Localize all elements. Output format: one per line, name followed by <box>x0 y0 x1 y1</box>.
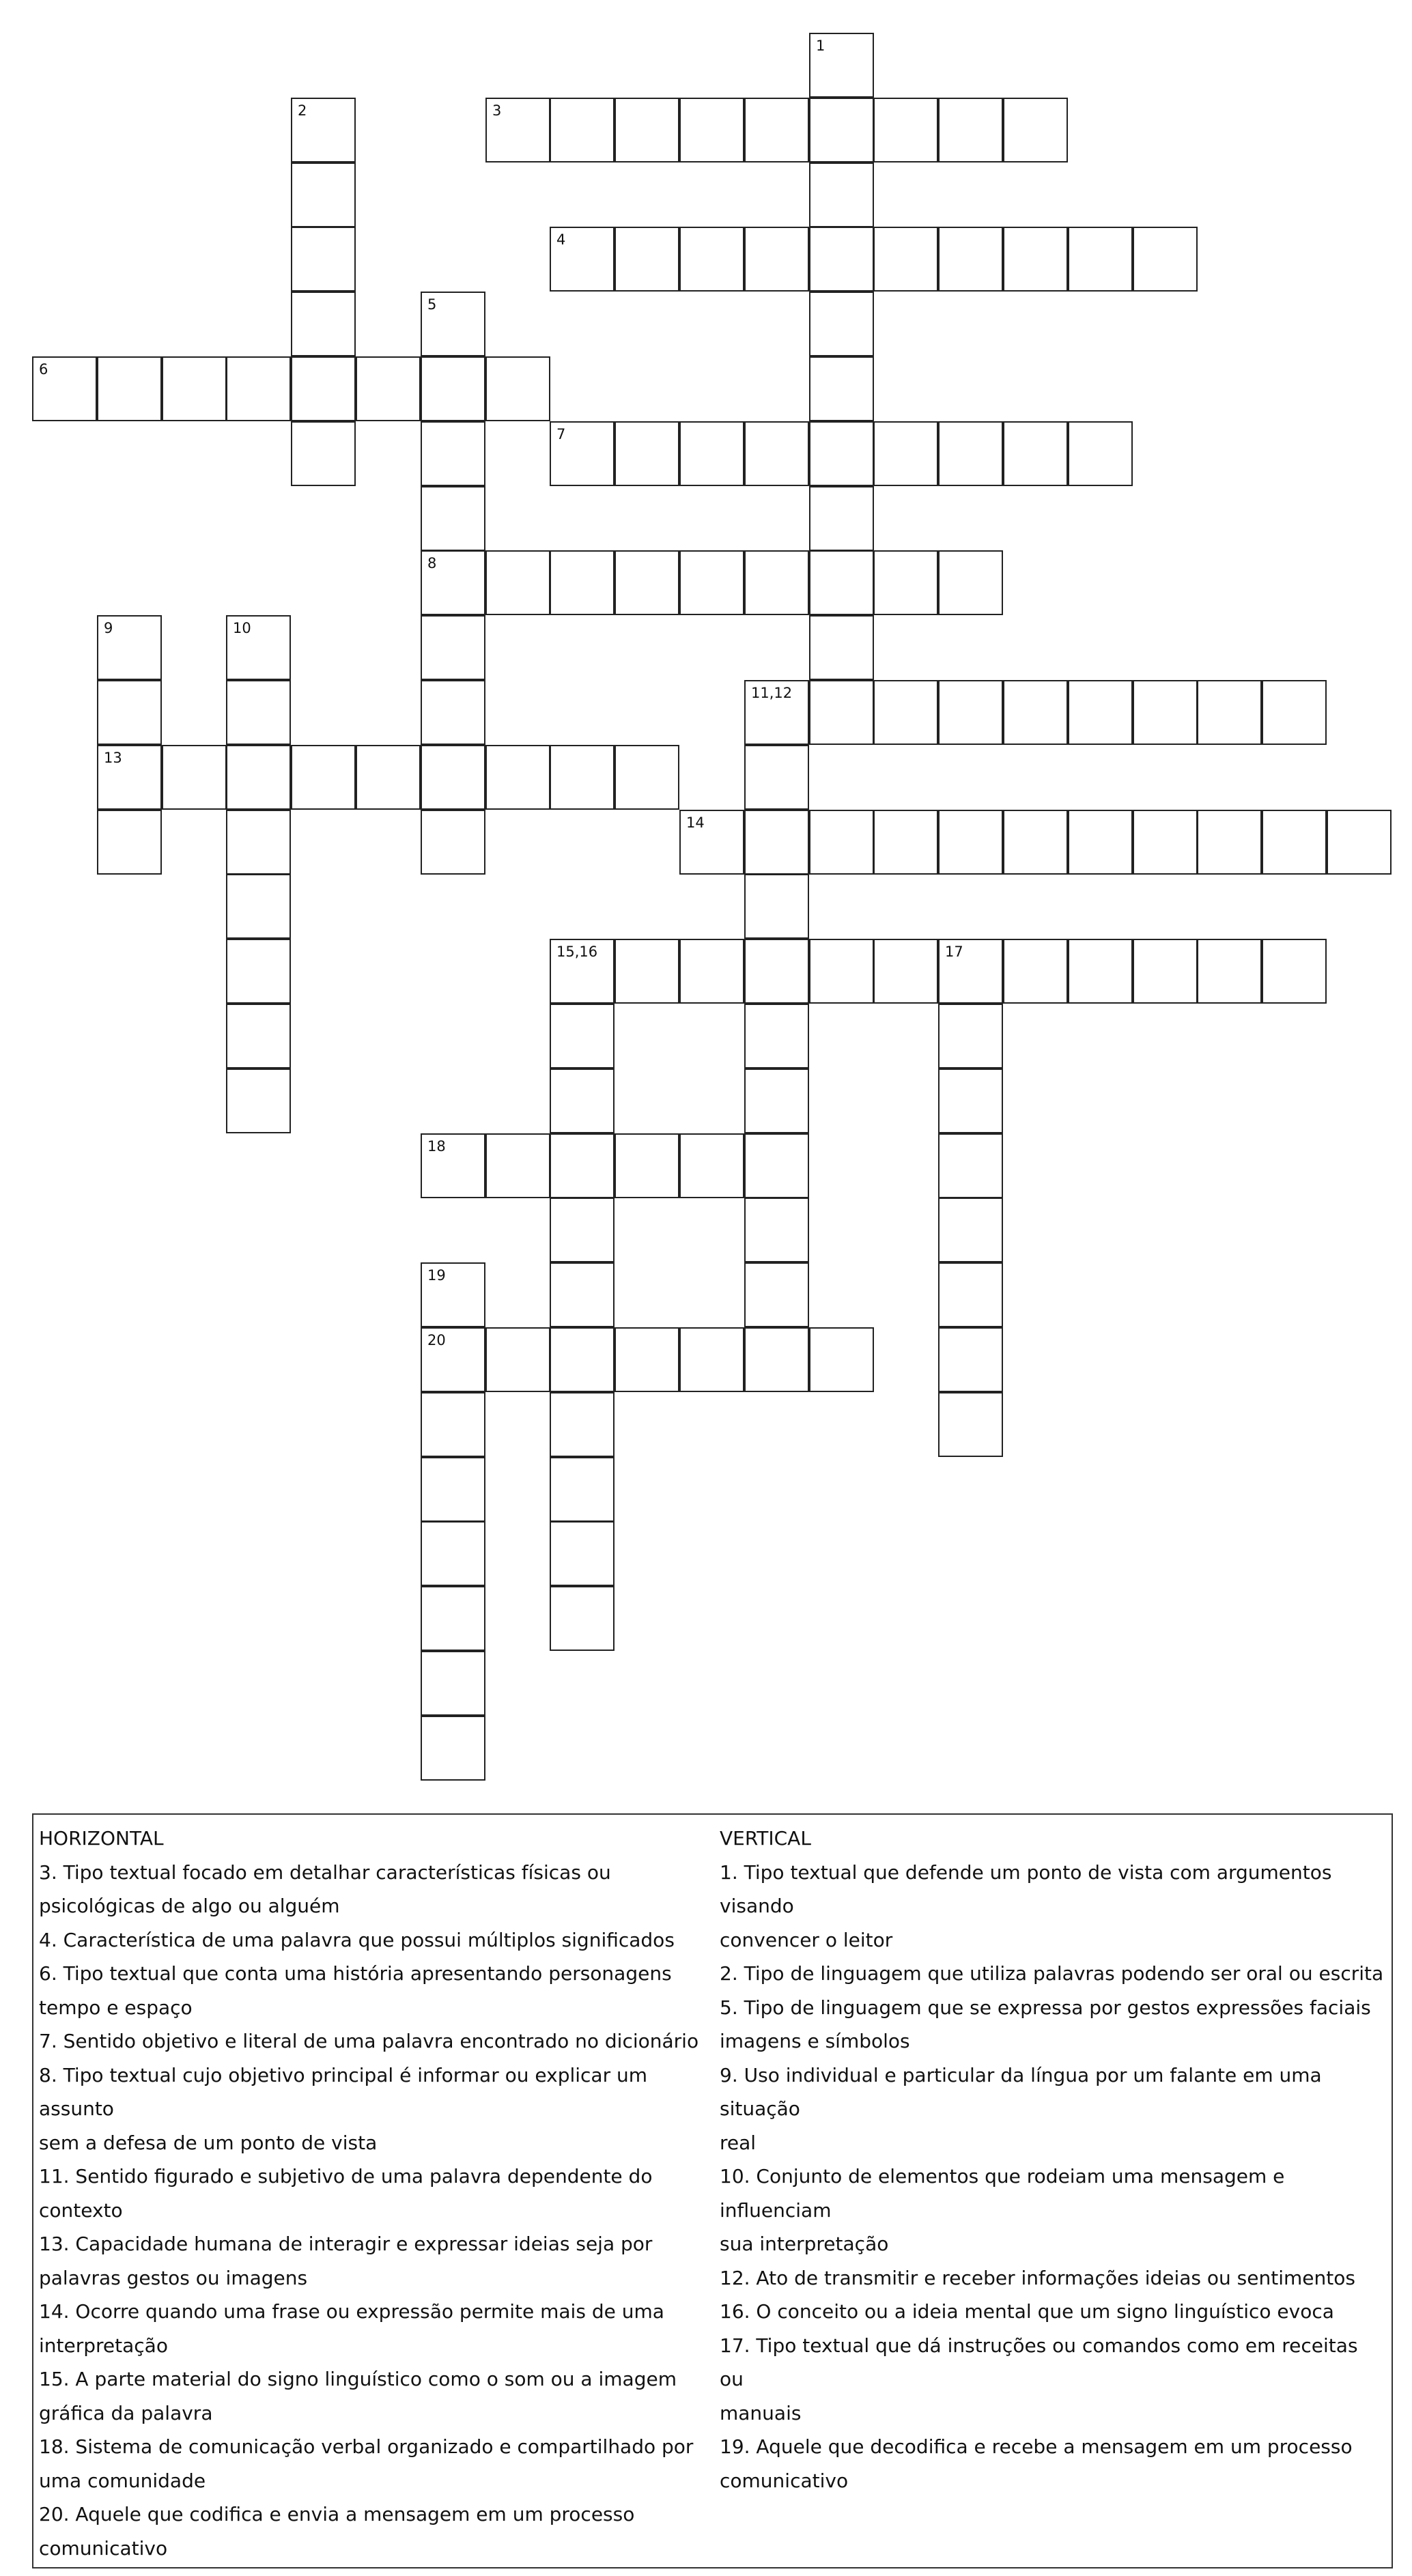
horizontal-clue-line: gráfica da palavra <box>39 2401 213 2424</box>
horizontal-clue-line: psicológicas de algo ou alguém <box>39 1895 340 1917</box>
clue-number: 3 <box>492 102 502 119</box>
crossword-cell[interactable] <box>744 1262 809 1327</box>
crossword-cell[interactable] <box>97 356 162 421</box>
clue-number: 9 <box>104 620 113 636</box>
crossword-cell[interactable] <box>938 550 1003 615</box>
crossword-cell[interactable] <box>32 356 97 421</box>
crossword-cell[interactable] <box>291 292 356 356</box>
crossword-cell[interactable] <box>226 615 291 680</box>
crossword-cell[interactable] <box>938 680 1003 745</box>
crossword-cell[interactable] <box>873 810 938 875</box>
crossword-cell[interactable] <box>97 745 162 810</box>
crossword-cell[interactable] <box>938 810 1003 875</box>
crossword-cell[interactable] <box>809 98 874 162</box>
clue-number: 11,12 <box>751 685 793 701</box>
crossword-cell[interactable] <box>1133 680 1198 745</box>
crossword-cell[interactable] <box>356 356 421 421</box>
crossword-cell[interactable] <box>809 292 874 356</box>
crossword-cell[interactable] <box>97 680 162 745</box>
crossword-cell[interactable] <box>421 1133 485 1198</box>
crossword-cell[interactable] <box>744 1327 809 1392</box>
crossword-cell[interactable] <box>162 356 227 421</box>
horizontal-heading: HORIZONTAL <box>39 1827 164 1850</box>
crossword-cell[interactable] <box>421 1651 485 1716</box>
crossword-cell[interactable] <box>938 1004 1003 1068</box>
crossword-cell[interactable] <box>809 486 874 551</box>
crossword-cell[interactable] <box>421 1457 485 1522</box>
crossword-cell[interactable] <box>938 1327 1003 1392</box>
crossword-cell[interactable] <box>873 98 938 162</box>
vertical-clue-line: 19. Aquele que decodifica e recebe a mensagem em um processo <box>720 2435 1353 2458</box>
crossword-cell[interactable] <box>1003 810 1068 875</box>
clue-number: 14 <box>686 815 705 831</box>
crossword-cell[interactable] <box>421 810 485 875</box>
clue-number: 18 <box>427 1138 446 1155</box>
crossword-cell[interactable] <box>162 745 227 810</box>
crossword-cell[interactable] <box>1003 98 1068 162</box>
horizontal-clue-line: 14. Ocorre quando uma frase ou expressão permite mais de uma <box>39 2300 664 2323</box>
crossword-cell[interactable] <box>679 939 744 1004</box>
crossword-cell[interactable] <box>291 421 356 486</box>
crossword-cell[interactable] <box>938 1392 1003 1457</box>
vertical-clue-line: 2. Tipo de linguagem que utiliza palavras podendo ser oral ou escrita <box>720 1962 1384 1985</box>
clue-number: 13 <box>104 750 122 766</box>
crossword-cell[interactable] <box>744 1198 809 1262</box>
crossword-cell[interactable] <box>1133 939 1198 1004</box>
crossword-cell[interactable] <box>291 162 356 227</box>
vertical-clue-line: comunicativo <box>720 2469 849 2492</box>
crossword-cell[interactable] <box>615 1327 679 1392</box>
crossword-cell[interactable] <box>615 939 679 1004</box>
crossword-cell[interactable] <box>291 745 356 810</box>
crossword-cell[interactable] <box>226 810 291 875</box>
vertical-clue-line: 16. O conceito ou a ideia mental que um signo linguístico evoca <box>720 2300 1334 2323</box>
crossword-cell[interactable] <box>421 1392 485 1457</box>
crossword-cell[interactable] <box>226 356 291 421</box>
crossword-cell[interactable] <box>744 1068 809 1133</box>
crossword-cell[interactable] <box>485 1133 550 1198</box>
horizontal-clue-line: comunicativo <box>39 2536 168 2560</box>
crossword-cell[interactable] <box>809 33 874 98</box>
crossword-cell[interactable] <box>226 1068 291 1133</box>
crossword-cell[interactable] <box>421 680 485 745</box>
crossword-cell[interactable] <box>226 1004 291 1068</box>
clue-number: 4 <box>556 231 566 248</box>
vertical-clue-line: 5. Tipo de linguagem que se expressa por gestos expressões faciais <box>720 1996 1371 2019</box>
crossword-cell[interactable] <box>421 292 485 356</box>
crossword-cell[interactable] <box>421 1716 485 1781</box>
horizontal-clue-line: 11. Sentido figurado e subjetivo de uma palavra dependente do <box>39 2165 653 2188</box>
crossword-cell[interactable] <box>1068 227 1133 292</box>
vertical-clues-column <box>720 1822 1385 2497</box>
crossword-cell[interactable] <box>744 939 809 1004</box>
crossword-cell[interactable] <box>615 421 679 486</box>
crossword-cell[interactable] <box>421 550 485 615</box>
crossword-cell[interactable] <box>679 810 744 875</box>
horizontal-clue-line: contexto <box>39 2198 123 2222</box>
horizontal-clue-line: 20. Aquele que codifica e envia a mensagem em um processo <box>39 2503 635 2525</box>
horizontal-clue-line: 6. Tipo textual que conta uma história apresentando personagens <box>39 1962 672 1985</box>
crossword-cell[interactable] <box>1003 421 1068 486</box>
crossword-cell[interactable] <box>421 486 485 551</box>
crossword-cell[interactable] <box>938 98 1003 162</box>
crossword-cell[interactable] <box>1133 810 1198 875</box>
crossword-cell[interactable] <box>226 874 291 939</box>
crossword-cell[interactable] <box>1068 939 1133 1004</box>
crossword-cell[interactable] <box>938 1198 1003 1262</box>
crossword-cell[interactable] <box>550 421 615 486</box>
clue-number: 10 <box>233 620 251 636</box>
crossword-cell[interactable] <box>938 421 1003 486</box>
crossword-cell[interactable] <box>550 1327 615 1392</box>
vertical-clue-line: real <box>720 2131 757 2154</box>
vertical-clue-line: sua interpretação <box>720 2233 889 2255</box>
crossword-cell[interactable] <box>1197 810 1262 875</box>
crossword-cell[interactable] <box>938 939 1003 1004</box>
crossword-cell[interactable] <box>809 550 874 615</box>
horizontal-clue-line: uma comunidade <box>39 2469 206 2492</box>
crossword-cell[interactable] <box>938 1262 1003 1327</box>
crossword-cell[interactable] <box>291 227 356 292</box>
crossword-cell[interactable] <box>226 680 291 745</box>
crossword-cell[interactable] <box>873 550 938 615</box>
vertical-clue-line: manuais <box>720 2401 802 2424</box>
crossword-cell[interactable] <box>938 227 1003 292</box>
crossword-cell[interactable] <box>550 939 615 1004</box>
crossword-cell[interactable] <box>485 356 550 421</box>
crossword-cell[interactable] <box>1327 810 1392 875</box>
vertical-clue-line: 10. Conjunto de elementos que rodeiam uma mensagem e influenciam <box>720 2165 1285 2222</box>
crossword-cell[interactable] <box>1262 939 1327 1004</box>
crossword-cell[interactable] <box>291 98 356 162</box>
crossword-cell[interactable] <box>485 1327 550 1392</box>
crossword-cell[interactable] <box>1003 939 1068 1004</box>
vertical-clue-line: 1. Tipo textual que defende um ponto de vista com argumentos visando <box>720 1860 1332 1917</box>
crossword-cell[interactable] <box>226 939 291 1004</box>
clue-number: 5 <box>427 296 437 313</box>
clue-number: 8 <box>427 555 437 571</box>
crossword-cell[interactable] <box>421 1327 485 1392</box>
crossword-cell[interactable] <box>873 939 938 1004</box>
crossword-cell[interactable] <box>679 1327 744 1392</box>
crossword-cell[interactable] <box>1197 680 1262 745</box>
crossword-cell[interactable] <box>744 745 809 810</box>
crossword-cell[interactable] <box>1068 421 1133 486</box>
crossword-cell[interactable] <box>809 939 874 1004</box>
crossword-cell[interactable] <box>809 421 874 486</box>
crossword-cell[interactable] <box>226 745 291 810</box>
clue-number: 2 <box>298 102 307 119</box>
crossword-cell[interactable] <box>421 1521 485 1586</box>
horizontal-clue-line: tempo e espaço <box>39 1996 193 2019</box>
crossword-cell[interactable] <box>679 98 744 162</box>
vertical-heading: VERTICAL <box>720 1827 811 1850</box>
vertical-clue-line: convencer o leitor <box>720 1928 893 1951</box>
crossword-cell[interactable] <box>615 745 679 810</box>
crossword-cell[interactable] <box>744 1004 809 1068</box>
crossword-cell[interactable] <box>550 1521 615 1586</box>
crossword-cell[interactable] <box>550 227 615 292</box>
crossword-cell[interactable] <box>615 98 679 162</box>
clue-number: 1 <box>816 38 825 54</box>
crossword-cell[interactable] <box>550 1004 615 1068</box>
crossword-cell[interactable] <box>744 421 809 486</box>
vertical-clue-line: 17. Tipo textual que dá instruções ou comandos como em receitas ou <box>720 2334 1358 2390</box>
crossword-cell[interactable] <box>744 98 809 162</box>
crossword-cell[interactable] <box>291 356 356 421</box>
crossword-cell[interactable] <box>356 745 421 810</box>
crossword-cell[interactable] <box>809 810 874 875</box>
crossword-cell[interactable] <box>97 810 162 875</box>
crossword-cell[interactable] <box>1068 680 1133 745</box>
vertical-clue-line: imagens e símbolos <box>720 2030 910 2052</box>
crossword-cell[interactable] <box>873 227 938 292</box>
crossword-cell[interactable] <box>873 680 938 745</box>
crossword-cell[interactable] <box>679 421 744 486</box>
crossword-cell[interactable] <box>550 1392 615 1457</box>
crossword-cell[interactable] <box>809 227 874 292</box>
crossword-cell[interactable] <box>97 615 162 680</box>
crossword-cell[interactable] <box>744 874 809 939</box>
crossword-cell[interactable] <box>744 680 809 745</box>
crossword-cell[interactable] <box>1003 680 1068 745</box>
crossword-cell[interactable] <box>550 745 615 810</box>
clue-number: 6 <box>39 361 48 378</box>
crossword-cell[interactable] <box>809 162 874 227</box>
crossword-cell[interactable] <box>421 421 485 486</box>
crossword-cell[interactable] <box>679 1133 744 1198</box>
crossword-cell[interactable] <box>744 550 809 615</box>
crossword-cell[interactable] <box>485 98 550 162</box>
crossword-cell[interactable] <box>421 1586 485 1651</box>
horizontal-clue-line: palavras gestos ou imagens <box>39 2266 308 2289</box>
crossword-cell[interactable] <box>1003 227 1068 292</box>
clues-panel <box>32 1813 1393 2568</box>
crossword-cell[interactable] <box>550 1068 615 1133</box>
crossword-cell[interactable] <box>938 1068 1003 1133</box>
horizontal-clues-column <box>39 1822 711 2565</box>
crossword-cell[interactable] <box>1068 810 1133 875</box>
horizontal-clue-line: 18. Sistema de comunicação verbal organizado e compartilhado por <box>39 2435 694 2458</box>
crossword-cell[interactable] <box>809 356 874 421</box>
crossword-cell[interactable] <box>744 810 809 875</box>
crossword-cell[interactable] <box>809 615 874 680</box>
horizontal-clue-line: interpretação <box>39 2334 168 2357</box>
horizontal-clue-line: 3. Tipo textual focado em detalhar características físicas ou <box>39 1860 611 1884</box>
crossword-cell[interactable] <box>485 745 550 810</box>
crossword-cell[interactable] <box>550 1198 615 1262</box>
crossword-cell[interactable] <box>421 745 485 810</box>
crossword-cell[interactable] <box>679 550 744 615</box>
horizontal-clue-line: 15. A parte material do signo linguístico como o som ou a imagem <box>39 2368 677 2390</box>
crossword-cell[interactable] <box>873 421 938 486</box>
crossword-cell[interactable] <box>550 1262 615 1327</box>
vertical-clue-line: 9. Uso individual e particular da língua por um falante em uma situação <box>720 2063 1322 2120</box>
crossword-cell[interactable] <box>550 1586 615 1651</box>
horizontal-clue-line: 13. Capacidade humana de interagir e expressar ideias seja por <box>39 2233 653 2255</box>
crossword-cell[interactable] <box>1262 810 1327 875</box>
crossword-cell[interactable] <box>809 680 874 745</box>
crossword-cell[interactable] <box>615 550 679 615</box>
crossword-cell[interactable] <box>744 1133 809 1198</box>
crossword-cell[interactable] <box>809 1327 874 1392</box>
crossword-cell[interactable] <box>615 1133 679 1198</box>
crossword-cell[interactable] <box>938 1133 1003 1198</box>
horizontal-clue-line: sem a defesa de um ponto de vista <box>39 2131 378 2154</box>
crossword-cell[interactable] <box>421 1262 485 1327</box>
crossword-cell[interactable] <box>1262 680 1327 745</box>
horizontal-clue-line: 8. Tipo textual cujo objetivo principal é informar ou explicar um assunto <box>39 2063 648 2120</box>
vertical-clue-line: 12. Ato de transmitir e receber informações ideias ou sentimentos <box>720 2266 1355 2289</box>
crossword-cell[interactable] <box>1197 939 1262 1004</box>
crossword-cell[interactable] <box>550 98 615 162</box>
clue-number: 17 <box>945 944 963 960</box>
crossword-cell[interactable] <box>744 227 809 292</box>
clue-number: 15,16 <box>556 944 598 960</box>
crossword-cell[interactable] <box>615 227 679 292</box>
crossword-cell[interactable] <box>421 615 485 680</box>
crossword-cell[interactable] <box>421 356 485 421</box>
crossword-cell[interactable] <box>550 1457 615 1522</box>
horizontal-clue-line: 7. Sentido objetivo e literal de uma palavra encontrado no dicionário <box>39 2030 699 2052</box>
crossword-cell[interactable] <box>1133 227 1198 292</box>
crossword-cell[interactable] <box>550 550 615 615</box>
horizontal-clue-line: 4. Característica de uma palavra que possui múltiplos significados <box>39 1928 675 1951</box>
crossword-cell[interactable] <box>550 1133 615 1198</box>
crossword-cell[interactable] <box>485 550 550 615</box>
clue-number: 7 <box>556 426 566 442</box>
clue-number: 20 <box>427 1332 446 1348</box>
clue-number: 19 <box>427 1267 446 1284</box>
crossword-cell[interactable] <box>679 227 744 292</box>
